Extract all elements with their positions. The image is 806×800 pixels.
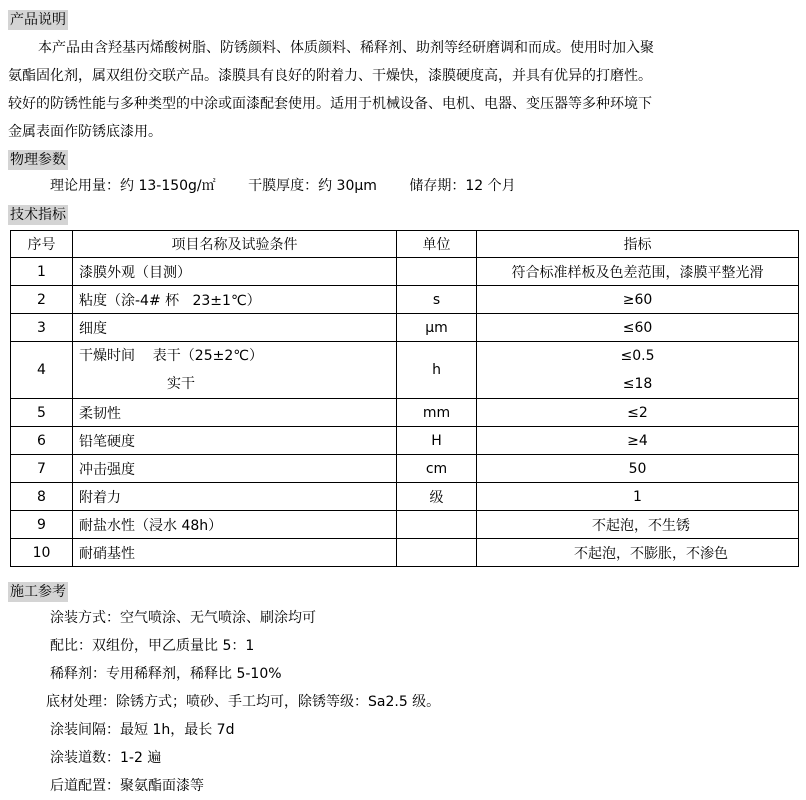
section-title-construction: 施工参考 [10,584,66,600]
storage-value: 储存期：12 个月 [409,178,516,194]
construction-line: 后道配置：聚氨酯面漆等 [50,778,204,794]
row-item: 附着力 [73,483,397,511]
description-paragraph [8,34,798,146]
row-item: 耐盐水性（浸水 48h） [73,511,397,539]
table-row [11,483,799,511]
row-spec: ≤60 [477,314,799,342]
table-row [11,286,799,314]
row-item: 柔韧性 [73,399,397,427]
row-item: 铅笔硬度 [73,427,397,455]
row-no: 8 [11,483,73,511]
row-item: 耐硝基性 [73,539,397,567]
section-title-physical: 物理参数 [10,152,66,168]
row-no: 7 [11,455,73,483]
row-spec [477,342,799,399]
row-unit: s [397,286,477,314]
header-spec: 指标 [477,231,799,258]
row-item [73,342,397,399]
construction-line: 涂装道数：1-2 遍 [50,750,162,766]
table-row [11,258,799,286]
row-item-line: 干燥时间 表干（25±2℃） [79,348,263,364]
description-line: 金属表面作防锈底漆用。 [8,124,162,140]
row-unit: H [397,427,477,455]
description-line: 氨酯固化剂，属双组份交联产品。漆膜具有良好的附着力、干燥快，漆膜硬度高，并具有优异的打磨性。 [8,68,652,84]
section-title-description: 产品说明 [10,12,66,28]
table-row [11,314,799,342]
construction-line: 涂装间隔：最短 1h，最长 7d [50,722,235,738]
row-unit: h [397,342,477,399]
row-unit: 级 [397,483,477,511]
row-unit: cm [397,455,477,483]
table-row [11,511,799,539]
header-no: 序号 [11,231,73,258]
row-unit: mm [397,399,477,427]
row-spec: ≤2 [477,399,799,427]
row-spec-line: ≤18 [622,376,653,392]
row-spec: 符合标准样板及色差范围，漆膜平整光滑 [477,258,799,286]
row-no: 1 [11,258,73,286]
row-no: 9 [11,511,73,539]
row-no: 3 [11,314,73,342]
table-row [11,427,799,455]
header-unit: 单位 [397,231,477,258]
construction-line: 涂装方式：空气喷涂、无气喷涂、刷涂均可 [50,610,316,626]
row-unit [397,539,477,567]
row-item: 漆膜外观（目测） [73,258,397,286]
physical-params [50,172,544,200]
row-no: 4 [11,342,73,399]
row-no: 2 [11,286,73,314]
row-no: 10 [11,539,73,567]
construction-line: 底材处理：除锈方式；喷砂、手工均可，除锈等级：Sa2.5 级。 [46,694,441,710]
row-spec: 1 [477,483,799,511]
table-row [11,399,799,427]
row-item-line: 实干 [167,376,195,392]
description-line: 本产品由含羟基丙烯酸树脂、防锈颜料、体质颜料、稀释剂、助剂等经研磨调和而成。使用时加入聚 [38,40,654,56]
row-spec: 不起泡，不膨胀，不渗色 [477,539,799,567]
row-spec-line: ≤0.5 [620,348,655,364]
film-thickness-value: 干膜厚度：约 30μm [248,178,377,194]
row-spec: ≥4 [477,427,799,455]
description-line: 较好的防锈性能与多种类型的中涂或面漆配套使用。适用于机械设备、电机、电器、变压器等多种环境下 [8,96,652,112]
table-row [11,455,799,483]
row-spec: ≥60 [477,286,799,314]
row-no: 5 [11,399,73,427]
row-item: 细度 [73,314,397,342]
section-title-technical: 技术指标 [10,207,66,223]
table-row [11,539,799,567]
construction-line: 配比：双组份，甲乙质量比 5：1 [50,638,255,654]
row-no: 6 [11,427,73,455]
construction-line: 稀释剂：专用稀释剂，稀释比 5-10% [50,666,282,682]
row-unit: μm [397,314,477,342]
spec-table [10,230,799,567]
table-header-row [11,231,799,258]
row-item: 粘度（涂-4# 杯 23±1℃） [73,286,397,314]
table-row [11,342,799,399]
coverage-value: 理论用量：约 13-150g/㎡ [50,178,216,194]
row-spec: 不起泡，不生锈 [477,511,799,539]
row-unit [397,511,477,539]
row-spec: 50 [477,455,799,483]
header-item: 项目名称及试验条件 [73,231,397,258]
row-unit [397,258,477,286]
row-item: 冲击强度 [73,455,397,483]
